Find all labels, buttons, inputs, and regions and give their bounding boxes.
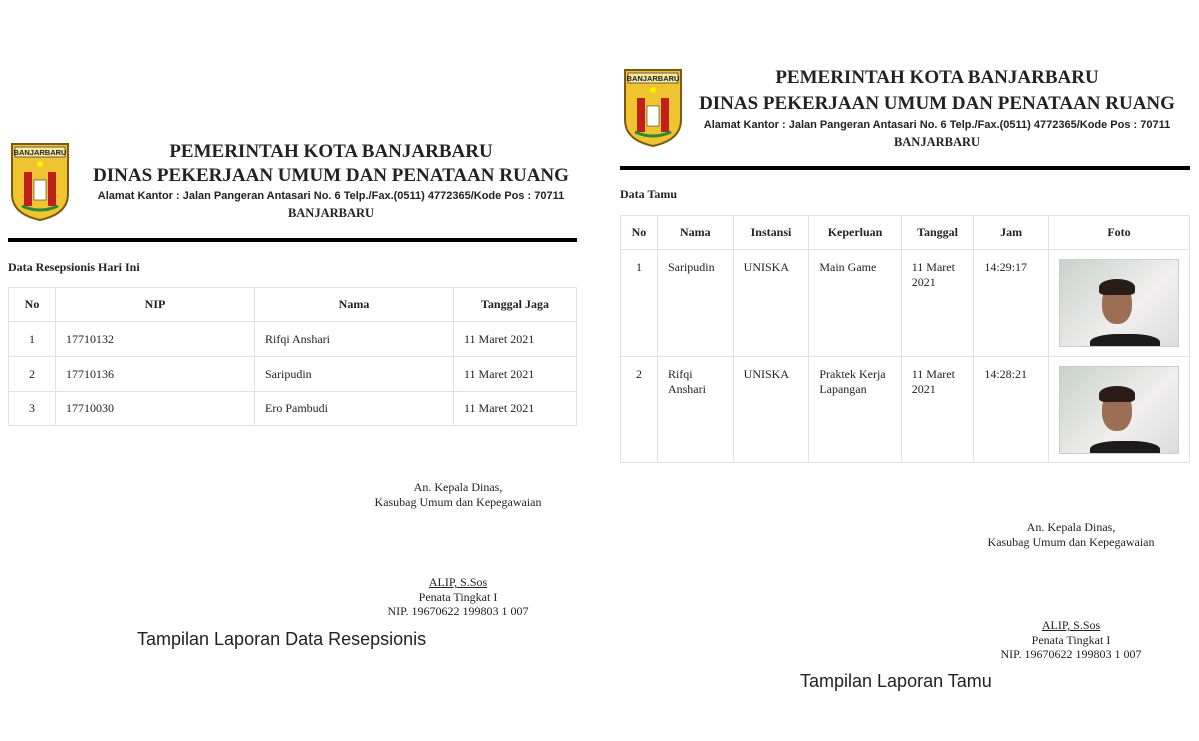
letterhead-city: BANJARBARU [893,135,981,149]
header-divider [620,166,1190,170]
cell-instansi: UNISKA [733,250,809,357]
signature-line1: An. Kepala Dinas, [1026,520,1116,534]
signature-name: ALIP, S.Sos [428,575,488,589]
signature-line1: An. Kepala Dinas, [413,480,503,494]
cell-nama: Rifqi Anshari [657,357,733,463]
cell-no: 2 [621,357,658,463]
cell-tanggal: 11 Maret 2021 [454,357,577,392]
col-nama: Nama [255,288,454,322]
col-jam: Jam [974,216,1049,250]
cell-tanggal: 11 Maret 2021 [454,322,577,357]
col-tanggal-jaga: Tanggal Jaga [454,288,577,322]
col-nama: Nama [657,216,733,250]
cell-keperluan: Main Game [809,250,901,357]
section-title: Data Resepsionis Hari Ini [8,260,140,274]
letterhead-address: Alamat Kantor : Jalan Pangeran Antasari No. 6 Telp./Fax.(0511) 4772365/Kode Pos : 70711 [97,190,565,202]
visitor-photo [1059,366,1179,454]
cell-keperluan: Praktek Kerja Lapangan [809,357,901,463]
cell-tanggal: 11 Maret 2021 [901,357,974,463]
cell-jam: 14:28:21 [974,357,1049,463]
resepsionis-table [8,287,577,426]
caption: Tampilan Laporan Data Resepsionis [137,629,427,649]
col-instansi: Instansi [733,216,809,250]
cell-nama: Ero Pambudi [255,392,454,426]
banjarbaru-logo [10,142,70,222]
cell-nama: Rifqi Anshari [255,322,454,357]
svg-text:BANJARBARU: BANJARBARU [13,148,67,157]
letterhead-line2: DINAS PEKERJAAN UMUM DAN PENATAAN RUANG [93,165,569,186]
signature-rank: Penata Tingkat I [418,589,498,604]
cell-nip: 17710132 [56,322,255,357]
col-no: No [621,216,658,250]
signature-name: ALIP, S.Sos [1041,618,1101,632]
table-header-row [621,216,1190,250]
letterhead-line2: DINAS PEKERJAAN UMUM DAN PENATAAN RUANG [699,93,1175,114]
letterhead-address: Alamat Kantor : Jalan Pangeran Antasari No. 6 Telp./Fax.(0511) 4772365/Kode Pos : 70711 [703,119,1171,131]
cell-no: 1 [9,322,56,357]
caption: Tampilan Laporan Tamu [800,671,992,691]
signature-rank: Penata Tingkat I [1031,632,1111,647]
cell-instansi: UNISKA [733,357,809,463]
signature-line2: Kasubag Umum dan Kepegawaian [987,534,1155,549]
cell-foto [1049,250,1190,357]
cell-foto [1049,357,1190,463]
tamu-table [620,215,1190,463]
signature-block [375,480,542,619]
cell-tanggal: 11 Maret 2021 [454,392,577,426]
signature-nip: NIP. 19670622 199803 1 007 [1000,647,1142,661]
cell-no: 1 [621,250,658,357]
table-row [621,357,1190,463]
cell-jam: 14:29:17 [974,250,1049,357]
letterhead-line1: PEMERINTAH KOTA BANJARBARU [775,67,1099,88]
signature-line2: Kasubag Umum dan Kepegawaian [374,494,542,509]
letterhead-city: BANJARBARU [287,206,375,220]
header-divider [8,238,577,242]
signature-block [988,520,1155,662]
cell-nama: Saripudin [255,357,454,392]
letterhead-line1: PEMERINTAH KOTA BANJARBARU [169,141,493,162]
svg-text:BANJARBARU: BANJARBARU [626,74,680,83]
col-no: No [9,288,56,322]
section-title: Data Tamu [620,187,678,201]
table-row [621,250,1190,357]
banjarbaru-logo [623,68,683,148]
cell-no: 3 [9,392,56,426]
table-row [9,392,577,426]
table-row [9,322,577,357]
col-nip: NIP [56,288,255,322]
cell-tanggal: 11 Maret 2021 [901,250,974,357]
cell-nama: Saripudin [657,250,733,357]
cell-nip: 17710030 [56,392,255,426]
cell-nip: 17710136 [56,357,255,392]
table-header-row [9,288,577,322]
visitor-photo [1059,259,1179,347]
col-keperluan: Keperluan [809,216,901,250]
cell-no: 2 [9,357,56,392]
table-row [9,357,577,392]
col-foto: Foto [1049,216,1190,250]
signature-nip: NIP. 19670622 199803 1 007 [387,604,529,618]
col-tanggal: Tanggal [901,216,974,250]
